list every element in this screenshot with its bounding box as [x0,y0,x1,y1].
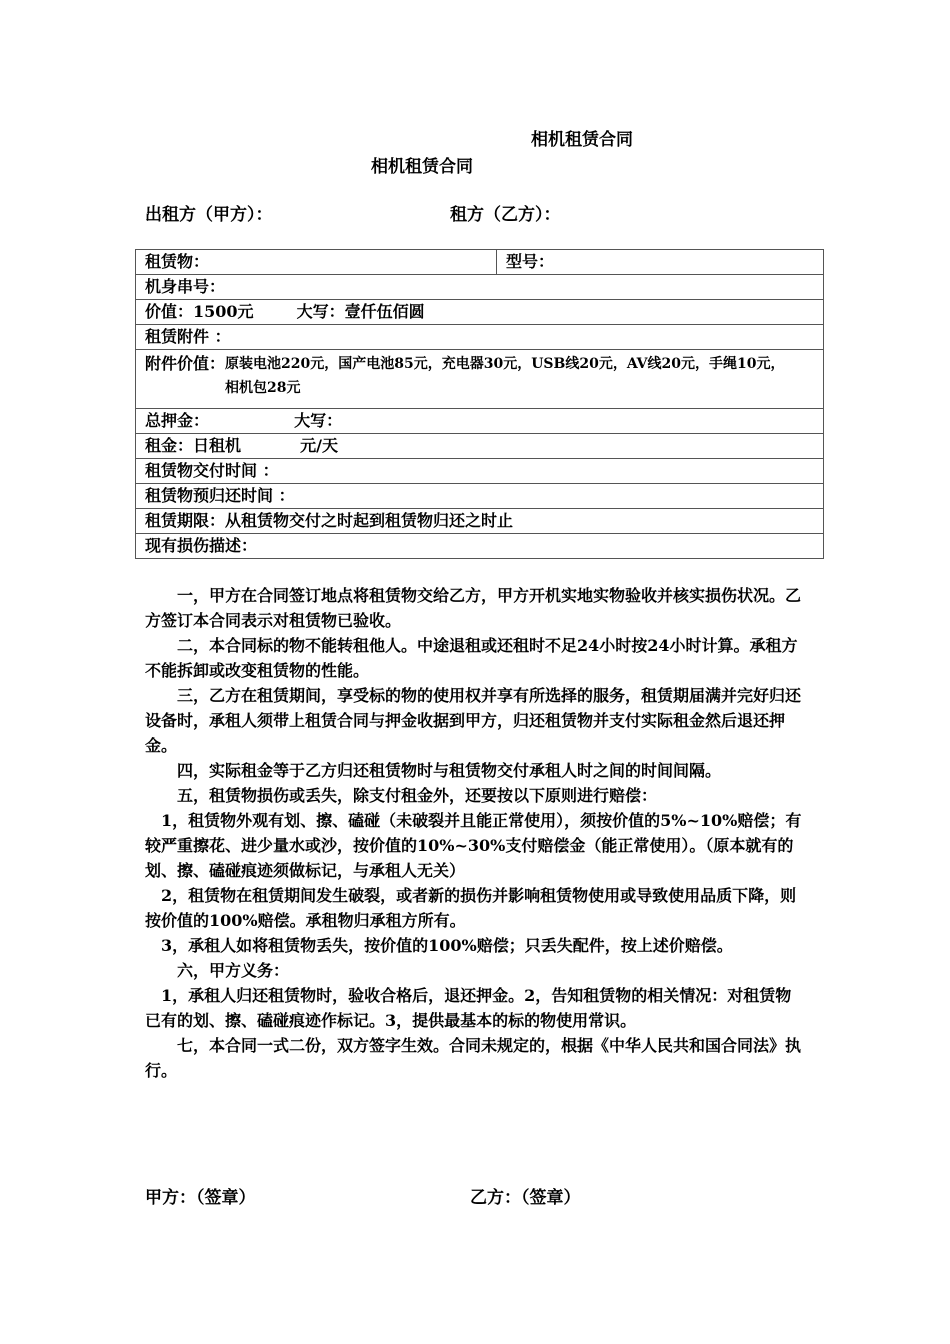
document-title: 相机租赁合同 [371,157,473,177]
deposit-caps: 大写： [294,411,343,430]
header-title: 相机租赁合同 [531,130,633,150]
clause-5-item-1: 1，租赁物外观有划、擦、磕碰（未破裂并且能正常使用），须按价值的5%~10%赔偿；有较严重擦花、进少量水或沙，按价值的10%~30%支付赔偿金（能正常使用）。（原本就有的划、擦、磕碰痕迹须做标记，与承租人无关） [145,811,802,880]
party-a-label: 出租方（甲方）： [145,205,273,225]
model-label: 型号： [506,252,555,271]
clause-7: 七，本合同一式二份，双方签字生效。合同未规定的，根据《中华人民共和国合同法》执行。 [145,1036,802,1080]
delivery-time-label: 租赁物交付时间 ： [145,461,279,480]
clause-2: 二，本合同标的物不能转租他人。中途退租或还租时不足24小时按24小时计算。承租方不能拆卸或改变租赁物的性能。 [145,636,798,680]
rent-label: 租金：日租机 [145,436,242,455]
damage-label: 现有损伤描述： [145,536,258,555]
signature-party-b: 乙方：（签章） [470,1188,581,1208]
clause-3: 三，乙方在租赁期间，享受标的物的使用权并享有所选择的服务，租赁期届满并完好归还设备时，承租人须带上租赁合同与押金收据到甲方，归还租赁物并支付实际租金然后退还押金。 [145,686,802,755]
clause-1: 一，甲方在合同签订地点将租赁物交给乙方，甲方开机实地实物验收并核实损伤状况。乙方签订本合同表示对租赁物已验收。 [145,586,802,630]
serial-label: 机身串号： [145,277,226,296]
signature-party-a: 甲方：（签章） [145,1188,256,1208]
value-cell [136,300,824,325]
item-cell [136,250,497,275]
rental-info-table [135,249,824,559]
return-time-cell [136,484,824,509]
accessory-value-label: 附件价值： [145,354,226,373]
clause-6: 六，甲方义务： [177,961,290,980]
value-label: 价值：1500元 [145,302,254,321]
clause-4: 四，实际租金等于乙方归还租赁物时与租赁物交付承租人时之间的时间间隔。 [177,761,722,780]
term-cell [136,509,824,534]
model-cell [497,250,824,275]
clause-5-item-2: 2，租赁物在租赁期间发生破裂，或者新的损伤并影响租赁物使用或导致使用品质下降，则按价值的100%赔偿。承租物归承租方所有。 [145,886,797,930]
party-b-label: 租方（乙方）： [450,205,561,225]
serial-cell [136,275,824,300]
clause-5: 五，租赁物损伤或丢失，除支付租金外，还要按以下原则进行赔偿： [177,786,658,805]
accessory-value-text: 原装电池220元，国产电池85元，充电器30元，USB线20元，AV线20元，手绳10元，相机包28元 [225,356,785,396]
clause-6-items: 1，承租人归还租赁物时，验收合格后，退还押金。2，告知租赁物的相关情况：对租赁物已有的划、擦、磕碰痕迹作标记。3，提供最基本的标的物使用常识。 [145,986,792,1030]
item-label: 租赁物： [145,252,210,271]
deposit-cell [136,409,824,434]
value-caps: 大写：壹仟伍佰圆 [296,302,425,321]
contract-clauses [145,583,805,1083]
return-time-label: 租赁物预归还时间 ： [145,486,295,505]
accessories-cell [136,325,824,350]
rent-unit: 元/天 [300,436,338,455]
delivery-time-cell [136,459,824,484]
clause-5-item-3: 3，承租人如将租赁物丢失，按价值的100%赔偿；只丢失配件，按上述价赔偿。 [161,936,733,955]
term-label: 租赁期限：从租赁物交付之时起到租赁物归还之时止 [145,511,514,530]
accessories-label: 租赁附件 ： [145,327,231,346]
damage-cell [136,534,824,559]
accessory-value-cell [136,350,824,409]
deposit-label: 总押金： [145,411,210,430]
rent-cell [136,434,824,459]
